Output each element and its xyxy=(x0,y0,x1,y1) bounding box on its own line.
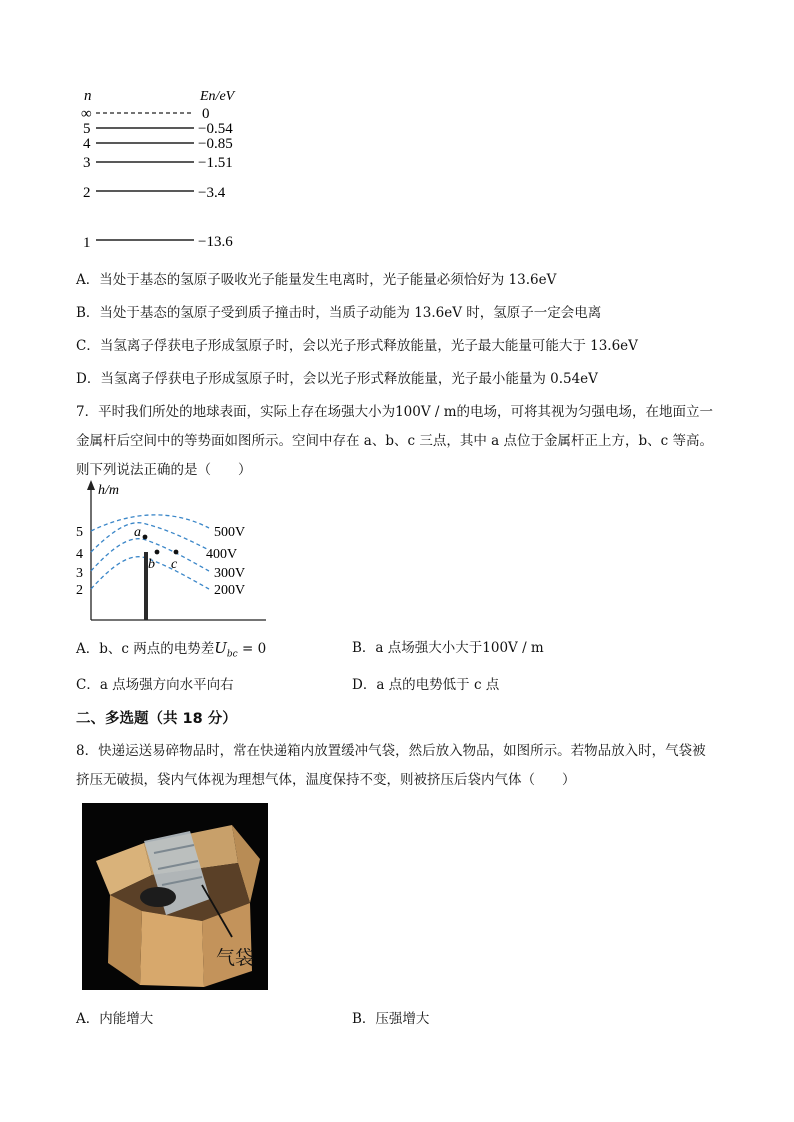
air-bag-label: 气袋 xyxy=(216,947,255,969)
potential-label-400v: 400V xyxy=(206,547,238,562)
potential-label-500v: 500V xyxy=(214,525,246,540)
level-n-inf: ∞ xyxy=(81,106,92,122)
y-axis-label: h/m xyxy=(98,483,119,498)
q7-stem-line3: 则下列说法正确的是（ ） xyxy=(76,462,252,478)
q7-option-d: D．a 点的电势低于 c 点 xyxy=(352,677,500,693)
y-tick-4: 4 xyxy=(76,547,83,562)
q7-stem-line2: 金属杆后空间中的等势面如图所示。空间中存在 a、b、c 三点，其中 a 点位于金属杆正上方，b、c 等高。 xyxy=(76,433,713,449)
q7-option-a-value: = 0 xyxy=(237,641,267,657)
point-b-label: b xyxy=(148,557,155,572)
point-a-dot xyxy=(143,535,148,540)
section-heading-multi-choice: 二、多选题（共 18 分） xyxy=(76,711,237,727)
y-tick-3: 3 xyxy=(76,566,83,581)
point-c-label: c xyxy=(171,557,178,572)
y-tick-5: 5 xyxy=(76,525,83,540)
level-n-4: 4 xyxy=(83,136,91,152)
q6-option-c: C．当氢离子俘获电子形成氢原子时，会以光子形式释放能量，光子最大能量可能大于 13.6eV xyxy=(76,338,638,354)
point-c-dot xyxy=(174,550,179,555)
q7-option-a xyxy=(76,638,266,665)
fragile-item xyxy=(140,887,176,907)
level-energy-inf: 0 xyxy=(202,106,210,122)
level-n-3: 3 xyxy=(83,155,91,171)
q7-option-a-subscript: bc xyxy=(226,649,238,660)
q6-option-b: B．当处于基态的氢原子受到质子撞击时，当质子动能为 13.6eV 时，氢原子一定会电离 xyxy=(76,305,602,321)
level-n-5: 5 xyxy=(83,121,91,137)
equipotential-500v xyxy=(91,515,209,531)
point-b-dot xyxy=(155,550,160,555)
level-energy-5: −0.54 xyxy=(198,121,233,137)
potential-label-300v: 300V xyxy=(214,566,246,581)
q7-option-a-symbol: U xyxy=(214,639,227,657)
express-box-photo xyxy=(82,803,268,990)
q7-option-c: C．a 点场强方向水平向右 xyxy=(76,677,234,693)
point-a-label: a xyxy=(134,525,141,540)
q6-option-a: A．当处于基态的氢原子吸收光子能量发生电离时，光子能量必须恰好为 13.6eV xyxy=(76,272,557,288)
box-left-face xyxy=(108,895,142,985)
energy-level-diagram xyxy=(70,82,260,254)
q7-option-a-text: A．b、c 两点的电势差 xyxy=(76,641,215,657)
q8-option-b: B．压强增大 xyxy=(352,1011,430,1027)
energy-axis-label: En/eV xyxy=(200,89,235,104)
y-axis-arrow xyxy=(87,480,95,490)
level-energy-2: −3.4 xyxy=(198,185,226,201)
q6-option-d: D．当氢离子俘获电子形成氢原子时，会以光子形式释放能量，光子最小能量为 0.54eV xyxy=(76,371,598,387)
level-energy-1: −13.6 xyxy=(198,234,233,250)
q8-stem-line2: 挤压无破损，袋内气体视为理想气体，温度保持不变，则被挤压后袋内气体（ ） xyxy=(76,772,576,788)
y-tick-2: 2 xyxy=(76,583,83,598)
level-n-2: 2 xyxy=(83,185,91,201)
q8-option-a: A．内能增大 xyxy=(76,1011,154,1027)
level-energy-3: −1.51 xyxy=(198,155,233,171)
potential-label-200v: 200V xyxy=(214,583,246,598)
equipotential-400v xyxy=(91,523,209,552)
n-axis-label: n xyxy=(84,88,92,104)
q7-stem-line1: 7．平时我们所处的地球表面，实际上存在场强大小为100V / m的电场，可将其视为匀强电场，在地面立一 xyxy=(76,404,714,420)
q7-option-b: B．a 点场强大小大于100V / m xyxy=(352,640,544,656)
equipotential-figure xyxy=(74,478,274,628)
level-energy-4: −0.85 xyxy=(198,136,233,152)
q8-stem-line1: 8．快递运送易碎物品时，常在快递箱内放置缓冲气袋，然后放入物品，如图所示。若物品放入时，气袋被 xyxy=(76,743,706,759)
level-n-1: 1 xyxy=(83,235,91,251)
box-front-face xyxy=(140,911,204,987)
